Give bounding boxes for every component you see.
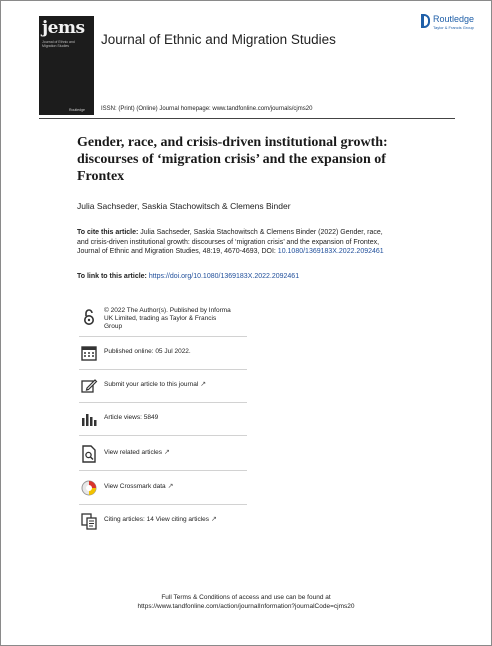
terms-footer — [1, 593, 491, 611]
row-divider — [79, 470, 247, 471]
routledge-logo-icon — [421, 14, 430, 28]
journal-title: Journal of Ethnic and Migration Studies — [101, 32, 336, 47]
article-link-line — [77, 273, 299, 280]
citing-documents-icon — [79, 511, 99, 531]
license-line-3: Group — [104, 323, 123, 330]
pencil-icon — [79, 376, 99, 396]
citing-articles-text: Citing articles: 14 View citing articles — [104, 516, 210, 523]
external-link-icon: ↗ — [211, 516, 217, 523]
external-link-icon: ↗ — [200, 381, 207, 388]
cover-subtitle: Journal of Ethnic and Migration Studies — [42, 40, 75, 48]
publisher-name: Routledge — [433, 14, 475, 24]
citation-block — [77, 228, 387, 257]
crossmark-text: View Crossmark data — [104, 483, 166, 490]
license-text — [104, 307, 314, 331]
submit-article-text: Submit your article to this journal — [104, 381, 199, 388]
open-access-icon — [79, 307, 99, 327]
header-divider — [39, 118, 455, 119]
row-divider — [79, 369, 247, 370]
citing-articles-label — [104, 516, 217, 524]
row-divider — [79, 435, 247, 436]
external-link-icon: ↗ — [167, 483, 174, 490]
bar-chart-icon — [79, 409, 99, 429]
calendar-icon — [79, 343, 99, 363]
terms-line: Full Terms & Conditions of access and use can be found at — [161, 594, 331, 601]
article-views: Article views: 5849 — [104, 414, 159, 421]
article-authors: Julia Sachseder, Saskia Stachowitsch & Clemens Binder — [77, 201, 291, 211]
cite-text: Julia Sachseder, Saskia Stachowitsch & Clemens Binder (2022) Gender, race, and crisis-driven institutional growth: discourses of ‘migration crisis’ and the expansion of Frontex, Journal of Ethnic and Migration Studies, 48:19, 4670-4693, DOI: — [77, 229, 383, 255]
row-divider — [79, 402, 247, 403]
journal-cover-image — [39, 16, 94, 115]
crossmark-label — [104, 483, 174, 491]
article-title: Gender, race, and crisis-driven institutional growth: discourses of ‘migration crisis’ and the expansion of Frontex — [77, 135, 388, 184]
license-line-1: © 2022 The Author(s). Published by Informa — [104, 307, 231, 314]
published-date: Published online: 05 Jul 2022. — [104, 348, 191, 355]
row-divider — [79, 504, 247, 505]
document-search-icon — [79, 444, 99, 464]
crossmark-icon — [79, 478, 99, 498]
article-doi-link[interactable]: https://doi.org/10.1080/1369183X.2022.2092461 — [148, 273, 300, 280]
submit-article-label — [104, 381, 206, 389]
license-line-2: UK Limited, trading as Taylor & Francis — [104, 315, 217, 322]
cite-doi-link[interactable]: 10.1080/1369183X.2022.2092461 — [277, 248, 384, 255]
terms-url[interactable]: https://www.tandfonline.com/action/journalInformation?journalCode=cjms20 — [137, 603, 355, 610]
related-articles-text: View related articles — [104, 449, 163, 456]
related-articles-label — [104, 449, 170, 457]
publisher-tagline: Taylor & Francis Group — [433, 25, 474, 30]
cite-label: To cite this article: — [77, 229, 139, 236]
publisher-logo — [421, 14, 483, 36]
cover-publisher-mark: Routledge — [69, 108, 85, 112]
link-label: To link to this article: — [77, 273, 147, 280]
journal-logo: jems — [42, 18, 85, 38]
external-link-icon: ↗ — [164, 449, 170, 456]
row-divider — [79, 336, 247, 337]
issn-homepage-line: ISSN: (Print) (Online) Journal homepage: www.tandfonline.com/journals/cjms20 — [101, 106, 313, 112]
